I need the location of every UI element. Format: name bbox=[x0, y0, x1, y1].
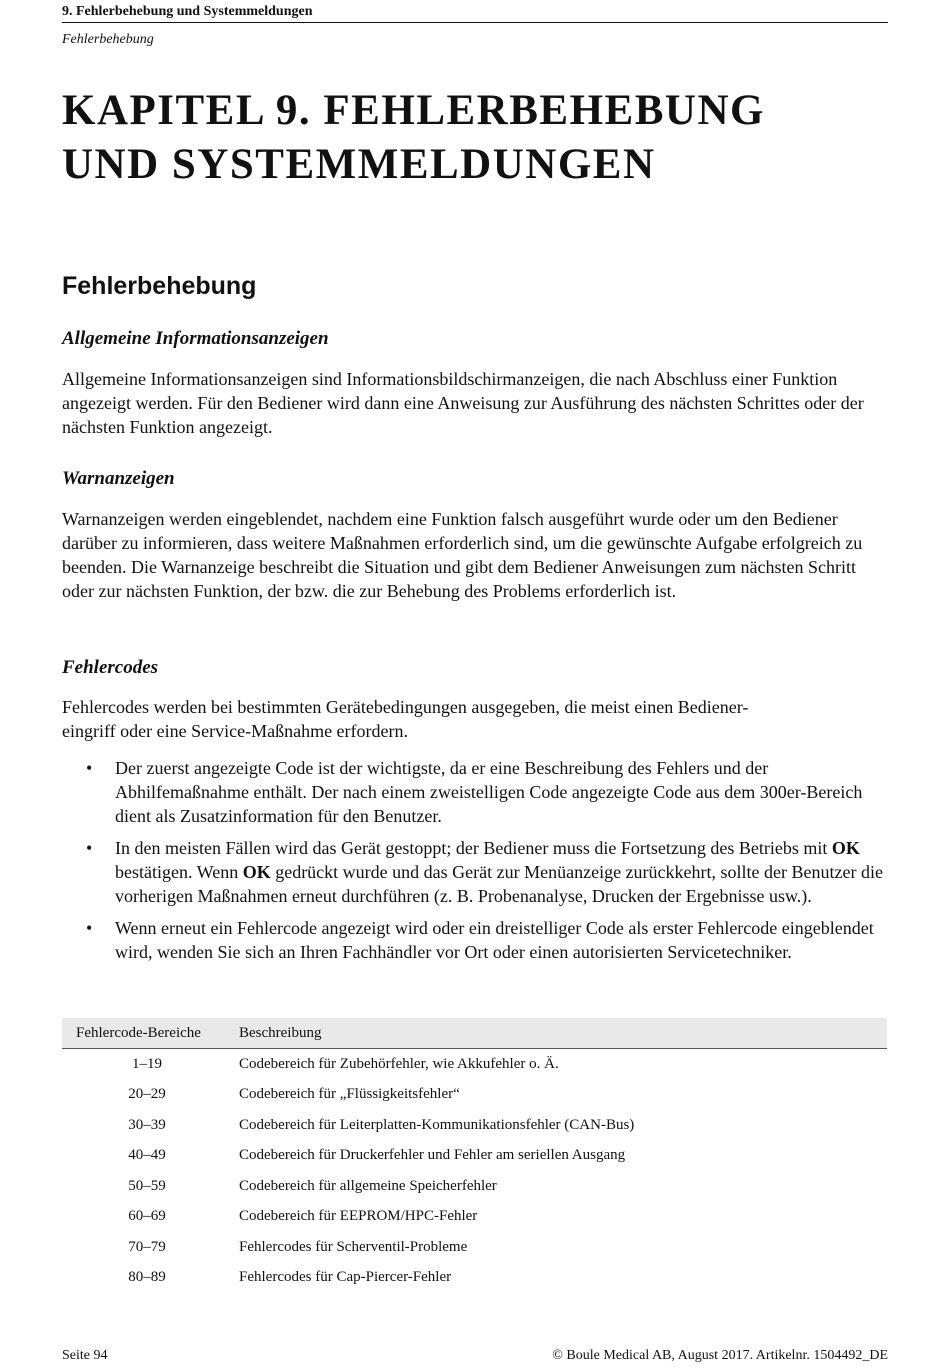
paragraph-general-info: Allgemeine Informationsanzeigen sind Informationsbildschirmanzeigen, die nach Abschluss einer Funktion angezeigt werden. Für den Bediener wird dann eine Anweisung zur Ausführung des nächsten Schrittes oder der nächsten Funktion angezeigt. bbox=[62, 369, 864, 437]
description-cell: Codebereich für EEPROM/HPC-Fehler bbox=[239, 1208, 478, 1225]
ok-keyword: OK bbox=[242, 862, 271, 882]
table-row bbox=[62, 1232, 887, 1263]
chapter-title-line1: KAPITEL 9. FEHLERBEHEBUNG bbox=[62, 87, 765, 134]
paragraph-error-codes-line1: Fehlercodes werden bei bestimmten Gerätebedingungen ausgegeben, die meist einen Bediener- bbox=[62, 697, 749, 717]
description-cell: Fehlercodes für Scherventil-Probleme bbox=[239, 1238, 468, 1255]
bullet-dot-icon: • bbox=[86, 758, 93, 778]
section-heading: Fehlerbehebung bbox=[62, 272, 257, 300]
chapter-title bbox=[62, 84, 892, 192]
paragraph-error-codes bbox=[62, 695, 892, 743]
running-header-title: 9. Fehlerbehebung und Systemmeldungen bbox=[62, 4, 888, 23]
description-cell: Codebereich für Druckerfehler und Fehler am seriellen Ausgang bbox=[239, 1147, 626, 1164]
table-row bbox=[62, 1049, 887, 1080]
bullet-text-part: In den meisten Fällen wird das Gerät gestoppt; der Bediener muss die Fortsetzung des Betriebs mit bbox=[115, 838, 832, 858]
bullet-dot-icon: • bbox=[86, 918, 93, 938]
list-item bbox=[62, 756, 892, 828]
range-cell: 80–89 bbox=[128, 1269, 166, 1286]
table-row bbox=[62, 1080, 887, 1111]
table-row bbox=[62, 1171, 887, 1202]
copyright-notice: © Boule Medical AB, August 2017. Artikelnr. 1504492_DE bbox=[552, 1348, 888, 1363]
description-cell: Codebereich für Zubehörfehler, wie Akkufehler o. Ä. bbox=[239, 1055, 559, 1072]
bullet-text-part: gedrückt wurde und das Gerät zur Menüanzeige zurückkehrt, sollte der Benutzer die vorherigen Maßnahmen erneut durchführen (z. B. Probenanalyse, Drucken der Ergebnisse usw.). bbox=[115, 862, 883, 906]
subheading-warnings: Warnanzeigen bbox=[62, 468, 175, 489]
page-number: Seite 94 bbox=[62, 1348, 108, 1363]
description-cell: Fehlercodes für Cap-Piercer-Fehler bbox=[239, 1269, 452, 1286]
table-row bbox=[62, 1202, 887, 1233]
column-header-description: Beschreibung bbox=[232, 1018, 887, 1049]
chapter-title-line2: UND SYSTEMMELDUNGEN bbox=[62, 141, 656, 188]
range-cell: 30–39 bbox=[128, 1116, 166, 1133]
table-row bbox=[62, 1141, 887, 1172]
bullet-dot-icon: • bbox=[86, 838, 93, 858]
list-item bbox=[62, 916, 892, 964]
range-cell: 20–29 bbox=[128, 1086, 166, 1103]
description-cell: Codebereich für allgemeine Speicherfehler bbox=[239, 1177, 497, 1194]
error-code-table bbox=[62, 1018, 887, 1293]
table-header-row bbox=[62, 1018, 887, 1049]
bullet-text: Der zuerst angezeigte Code ist der wichtigste, da er eine Beschreibung des Fehlers und der Abhilfemaßnahme enthält. Der nach einem zweistelligen Code angezeigte Code aus dem 300er-Bereich dient als Zusatzinformation für den Benutzer. bbox=[115, 758, 863, 826]
list-item bbox=[62, 836, 892, 908]
range-cell: 70–79 bbox=[128, 1238, 166, 1255]
description-cell: Codebereich für Leiterplatten-Kommunikationsfehler (CAN-Bus) bbox=[239, 1116, 635, 1133]
bullet-text-part: bestätigen. Wenn bbox=[115, 862, 243, 882]
error-code-bullet-list bbox=[62, 756, 892, 972]
range-cell: 50–59 bbox=[128, 1177, 166, 1194]
paragraph-error-codes-line2: eingriff oder eine Service-Maßnahme erfordern. bbox=[62, 721, 409, 741]
table-row bbox=[62, 1263, 887, 1294]
column-header-ranges: Fehlercode-Bereiche bbox=[62, 1018, 232, 1049]
subheading-error-codes: Fehlercodes bbox=[62, 657, 159, 678]
description-cell: Codebereich für „Flüssigkeitsfehler“ bbox=[239, 1086, 460, 1103]
range-cell: 1–19 bbox=[132, 1055, 162, 1072]
running-header-subtitle: Fehlerbehebung bbox=[62, 32, 154, 47]
subheading-general-info: Allgemeine Informationsanzeigen bbox=[62, 328, 329, 349]
range-cell: 60–69 bbox=[128, 1208, 166, 1225]
ok-keyword: OK bbox=[831, 838, 860, 858]
range-cell: 40–49 bbox=[128, 1147, 166, 1164]
table-row bbox=[62, 1110, 887, 1141]
paragraph-warnings: Warnanzeigen werden eingeblendet, nachdem eine Funktion falsch ausgeführt wurde oder um den Bediener darüber zu informieren, dass weitere Maßnahmen erforderlich sind, um die gewünschte Aufgabe erfolgreich zu beenden. Die Warnanzeige beschreibt die Situation und gibt dem Bediener Anweisungen zum nächsten Schritt oder zur nächsten Funktion, der bzw. die zur Behebung des Problems erforderlich ist. bbox=[62, 509, 863, 601]
bullet-text: Wenn erneut ein Fehlercode angezeigt wird oder ein dreistelliger Code als erster Fehlercode eingeblendet wird, wenden Sie sich an Ihren Fachhändler vor Ort oder einen autorisierten Servicetechniker. bbox=[115, 918, 874, 962]
